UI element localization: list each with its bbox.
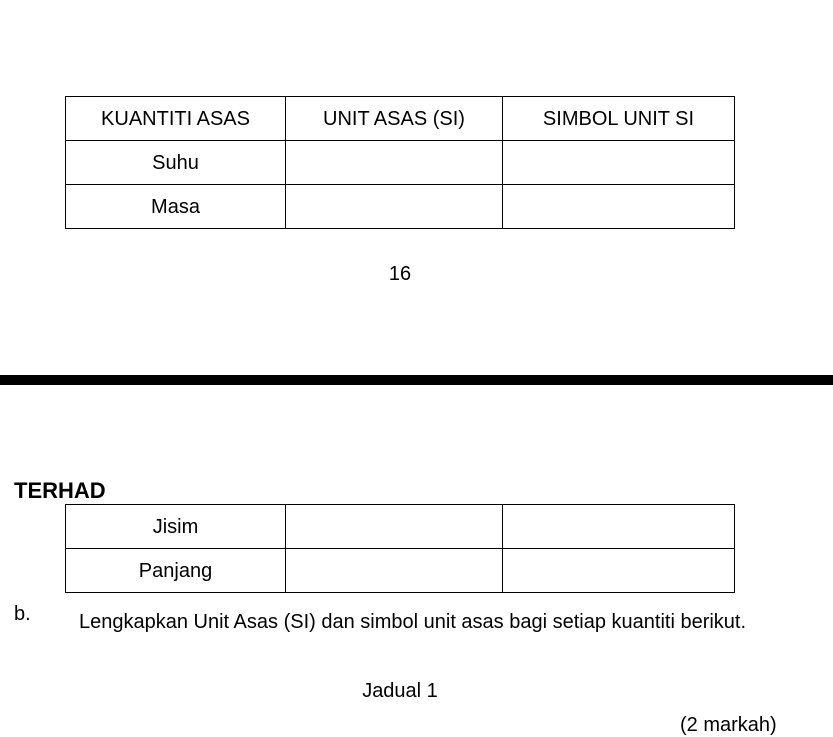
quantity-cell: Masa xyxy=(66,185,286,229)
table-header-row xyxy=(66,97,735,141)
quantity-cell: Suhu xyxy=(66,141,286,185)
symbol-answer-cell[interactable] xyxy=(503,185,735,229)
table-caption: Jadual 1 xyxy=(362,680,438,702)
header-cell-symbol: SIMBOL UNIT SI xyxy=(503,97,735,141)
base-quantity-table-bottom xyxy=(65,504,735,593)
question-text: Lengkapkan Unit Asas (SI) dan simbol unit asas bagi setiap kuantiti berikut. xyxy=(79,611,747,633)
header-cell-unit: UNIT ASAS (SI) xyxy=(286,97,503,141)
symbol-answer-cell[interactable] xyxy=(503,549,735,593)
table-row xyxy=(66,549,735,593)
symbol-answer-cell[interactable] xyxy=(503,141,735,185)
quantity-cell: Jisim xyxy=(66,505,286,549)
page-separator xyxy=(0,375,833,385)
unit-answer-cell[interactable] xyxy=(286,141,503,185)
unit-answer-cell[interactable] xyxy=(286,185,503,229)
marks-label: (2 markah) xyxy=(680,714,777,736)
page-number: 16 xyxy=(388,263,412,285)
header-cell-quantity: KUANTITI ASAS xyxy=(66,97,286,141)
table-row xyxy=(66,185,735,229)
symbol-answer-cell[interactable] xyxy=(503,505,735,549)
unit-answer-cell[interactable] xyxy=(286,505,503,549)
table-row xyxy=(66,505,735,549)
question-label: b. xyxy=(14,603,31,625)
table-row xyxy=(66,141,735,185)
classification-header: TERHAD xyxy=(14,478,106,503)
unit-answer-cell[interactable] xyxy=(286,549,503,593)
quantity-cell: Panjang xyxy=(66,549,286,593)
base-quantity-table-top xyxy=(65,96,735,229)
